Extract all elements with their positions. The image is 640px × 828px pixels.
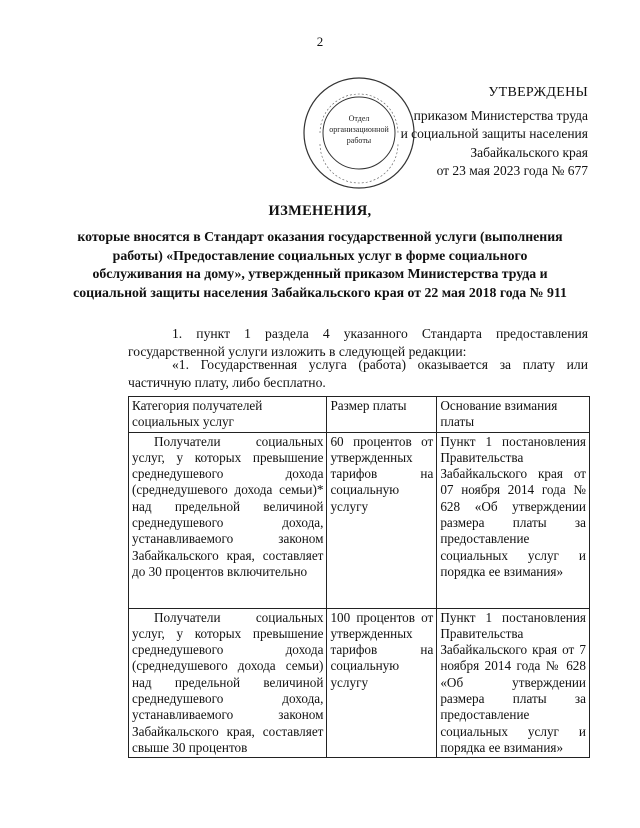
document-title: ИЗМЕНЕНИЯ, <box>268 203 372 219</box>
table-header-row <box>129 397 590 433</box>
column-header-category: Категория получателей социальных услуг <box>129 397 327 433</box>
table-cell-category: Получатели социальных услуг, у которых превышение среднедушевого дохода (среднедушевого дохода семьи) над предельной величиной среднедушевого дохода, устанавливаемого законом Забайкальского края, составляет свыше 30 процентов <box>129 608 327 758</box>
stamp-line-2: организационной <box>329 125 389 134</box>
stamp-line-1: Отдел <box>348 114 370 123</box>
table-cell-fee: 60 процентов от утвержденных тарифов на социальную услугу <box>327 432 437 608</box>
paragraph-2: «1. Государственная услуга (работа) оказывается за плату или частичную плату, либо бесплатно. <box>128 357 588 390</box>
approval-line: и социальной защиты населения <box>400 126 588 141</box>
column-header-fee: Размер платы <box>327 397 437 433</box>
approval-line: Забайкальского края <box>470 144 588 160</box>
table-cell-fee: 100 процентов от утвержденных тарифов на социальную услугу <box>327 608 437 758</box>
table-cell-basis: Пункт 1 постановления Правительства Забайкальского края от 7 ноября 2014 года № 628 «Об утверждении размера платы за предоставление социальных услуг и порядка ее взимания» <box>437 608 590 758</box>
page-number: 2 <box>316 34 324 49</box>
approval-line: приказом Министерства труда <box>413 107 588 123</box>
paragraph-1: 1. пункт 1 раздела 4 указанного Стандарта предоставления государственной услуги изложить в следующей редакции: <box>128 326 588 359</box>
table-row <box>129 432 590 608</box>
table-cell-basis: Пункт 1 постановления Правительства Забайкальского края от 07 ноября 2014 года № 628 «Об утверждении размера платы за предоставление социальных услуг и порядка ее взимания» <box>437 432 590 608</box>
document-subtitle: которые вносятся в Стандарт оказания государственной услуги (выполнения работы) «Предоставление социальных услуг в форме социального обслуживания на дому», утвержденный приказом Министерства труда и социальной защиты населения Забайкальского края от 22 мая 2018 года № 911 <box>73 229 567 300</box>
stamp-line-3: работы <box>346 136 372 145</box>
approval-block <box>401 84 588 181</box>
table-row <box>129 608 590 758</box>
tariff-table <box>128 396 590 758</box>
table-cell-category: Получатели социальных услуг, у которых превышение среднедушевого дохода (среднедушевого дохода семьи)* над предельной величиной среднедушевого дохода, устанавливаемого законом Забайкальского края, составляет до 30 процентов включительно <box>129 432 327 608</box>
approval-heading: УТВЕРЖДЕНЫ <box>488 85 588 100</box>
column-header-basis: Основание взимания платы <box>437 397 590 433</box>
approval-line: от 23 мая 2023 года № 677 <box>436 163 588 178</box>
